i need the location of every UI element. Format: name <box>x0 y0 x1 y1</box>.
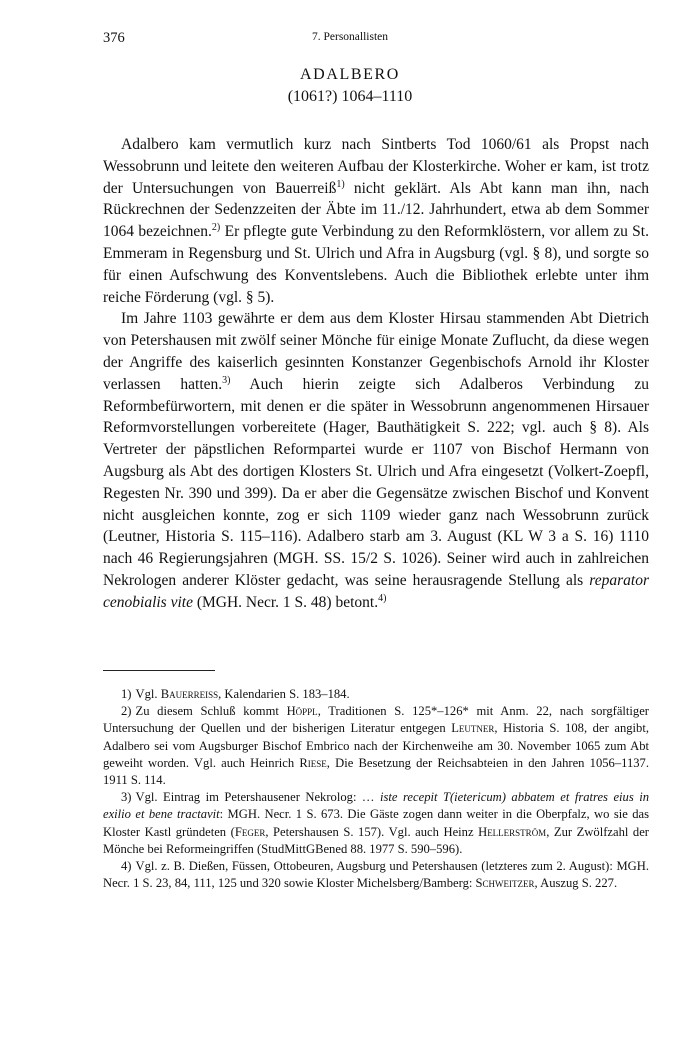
body-paragraph: Adalbero kam vermutlich kurz nach Sintberts Tod 1060/61 als Propst nach Wessobrunn und leitete den weiteren Aufbau der Klosterkirche. Woher er kam, ist trotz der Untersuchungen von Bauerreiß$^{1)}$ nicht geklärt. Als Abt kann man ihn, nach Rückrechnen der Sedenzzeiten der Äbte im 11./12. Jahrhundert, etwa ab dem Sommer 1064 bezeichnen.$^{2)}$ Er pflegte gute Verbindung zu den Reformklöstern, vor allem zu St. Emmeram in Regensburg und St. Ulrich und Afra in Augsburg (vgl. § 8), und sorgte so für einen Aufschwung des Konventslebens. Auch die Bibliothek erlebte unter ihm reiche Förderung (vgl. § 5). <box>103 136 649 306</box>
footnote-separator <box>103 670 215 671</box>
body-paragraph: Im Jahre 1103 gewährte er dem aus dem Kloster Hirsau stammenden Abt Dietrich von Petershausen mit zwölf seiner Mönche für einige Monate Zuflucht, da diese wegen der Angriffe des kaiserlich gesinnten Konstanzer Gegenbischofs Arnold ihr Kloster verlassen hatten.$^{3)}$ Auch hierin zeigte sich Adalberos Verbindung zu Reformbefürwortern, mit denen er die später in Wessobrunn angenommenen Hirsauer Reformvorstellungen vorbereitete (Hager, Bauthätigkeit S. 222; vgl. auch § 8). Als Vertreter der päpstlichen Reformpartei wurde er 1107 von Bischof Hermann von Augsburg als Abt des dortigen Klosters St. Ulrich und Afra eingesetzt (Volkert-Zoepfl, Regesten Nr. 390 und 399). Da er aber die Gegensätze zwischen Bischof und Konvent nicht ausgleichen konnte, zog er sich 1109 wieder ganz nach Wessobrunn zurück (Leutner, Historia S. 115–116). Adalbero starb am 3. August (KL W 3 a S. 16) 1110 nach 46 Regierungsjahren (MGH. SS. 15/2 S. 1026). Seiner wird auch in zahlreichen Nekrologen anderer Klöster gedacht, was seine herausragende Stellung als reparator cenobialis vite (MGH. Necr. 1 S. 48) betont.$^{4)}$ <box>103 310 649 611</box>
author-name: Schweitzer <box>475 876 535 891</box>
footnote-number: 2) <box>121 704 132 719</box>
footnote-ref: 1) <box>336 178 345 190</box>
footnote-ref: 4) <box>378 592 387 604</box>
footnote-2: 2) Zu diesem Schluß kommt Höppl, Traditionen S. 125*–126* mit Anm. 22, nach sorgfältiger Untersuchung der Quellen und der bisherigen Literatur entgegen Leutner, Historia S. 108, der angibt, Adalbero sei vom Augsburger Bischof Embrico nach der Kirchenweihe am 30. November 1065 zum Abt geweiht worden. Vgl. auch Heinrich Riese, Die Besetzung der Reichsabteien in den Jahren 1056–1137. 1911 S. 114. <box>103 704 649 788</box>
author-name: Höppl <box>286 704 318 719</box>
footnote-number: 4) <box>121 859 132 874</box>
body-text <box>103 134 649 614</box>
footnote-4: 4) Vgl. z. B. Dießen, Füssen, Ottobeuren, Augsburg und Petershausen (letzteres zum 2. August): MGH. Necr. 1 S. 23, 84, 111, 125 und 320 sowie Kloster Michelsberg/Bamberg: Schweitzer, Auszug S. 227. <box>103 859 649 891</box>
author-name: Leutner <box>451 721 495 736</box>
footnotes <box>103 686 649 892</box>
footnote-ref: 3) <box>222 374 231 386</box>
latin-quotation: reparator cenobialis vite <box>103 571 649 611</box>
page-number: 376 <box>103 30 125 46</box>
author-name: Feger <box>234 824 266 839</box>
entry-dates: (1061?) 1064–1110 <box>287 88 413 105</box>
footnote-3: 3) Vgl. Eintrag im Petershausener Nekrolog: … iste recepit T(ietericum) abbatem et fratres eius in exilio et bene tractavit: MGH. Necr. 1 S. 673. Die Gäste zogen dann weiter in die Oberpfalz, wo sie das Kloster Kastl gründeten (Feger, Petershausen S. 157). Vgl. auch Heinz Hellerström, Zur Zwölfzahl der Mönche bei Reformeingriffen (StudMittGBened 88. 1977 S. 590–596). <box>103 790 650 856</box>
author-name: Bauerreiss <box>160 687 219 701</box>
latin-quotation: iste recepit T(ietericum) abbatem et fratres eius in exilio et bene tractavit <box>103 790 650 822</box>
footnote-number: 3) <box>121 790 132 805</box>
author-name: Hellerström <box>478 824 547 839</box>
entry-title: ADALBERO <box>300 66 400 83</box>
footnote-1: 1) Vgl. Bauerreiss, Kalendarien S. 183–184. <box>121 687 350 701</box>
footnote-number: 1) <box>121 687 132 701</box>
author-name: Riese <box>299 755 327 770</box>
footnote-ref: 2) <box>211 222 221 234</box>
running-head: 7. Personallisten <box>311 31 389 43</box>
